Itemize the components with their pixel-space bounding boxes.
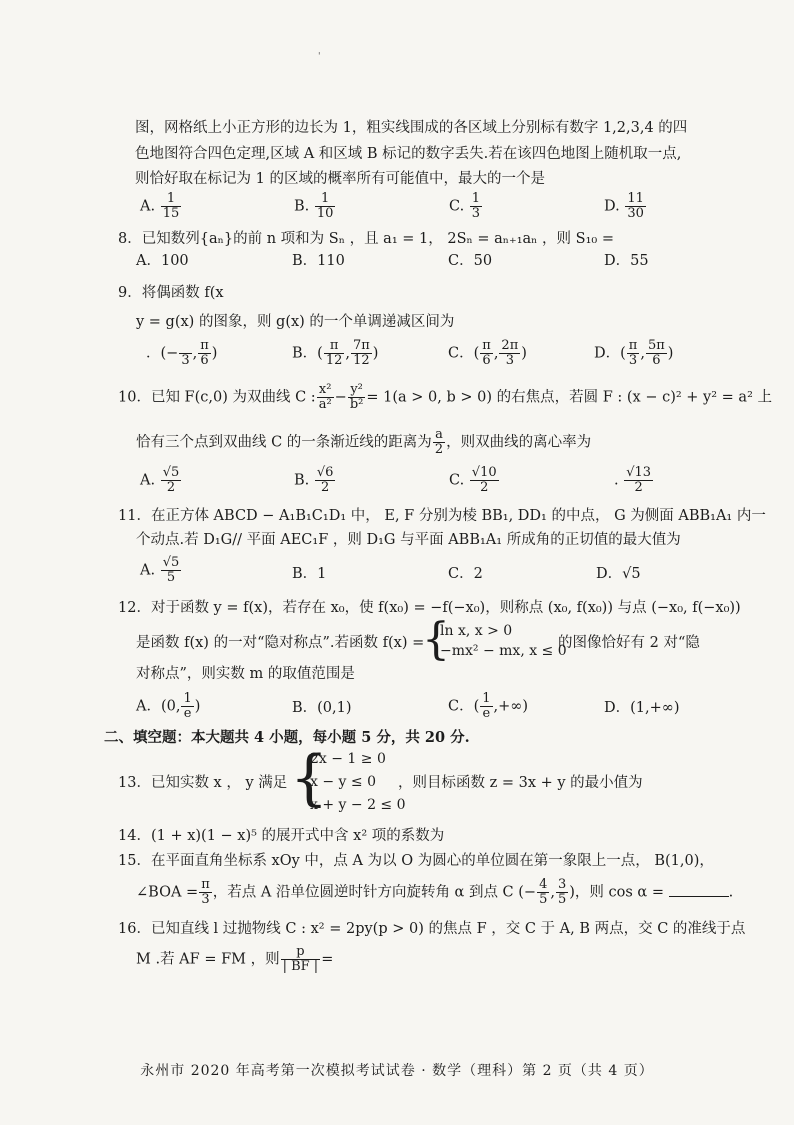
q9-line1: 9．将偶函数 f(x — [118, 285, 224, 301]
q16-line2: M .若 AF = FM ，则 $\frac{p}{| BF |}$ = — [136, 944, 334, 974]
q7-line3: 则恰好取在标记为 1 的区域的概率所有可能值中，最大的一个是 — [135, 171, 545, 187]
q13-brace: { — [290, 743, 329, 813]
q7-line2: 色地图符合四色定理,区域 A 和区域 B 标记的数字丢失.若在该四色地图上随机取一点, — [135, 146, 682, 162]
q8-option-b: B．110 — [292, 253, 345, 269]
page-footer: 永州市 2020 年高考第一次模拟考试试卷 · 数学（理科）第 2 页（共 4 页） — [140, 1063, 654, 1079]
q13-case2: x − y ≤ 0 — [310, 774, 376, 790]
q9-option-d: D．( $\frac{\pi}{3}$ , $\frac{5\pi}{6}$ ) — [594, 338, 674, 368]
q12-line1: 12．对于函数 y = f(x)，若存在 x₀，使 f(x₀) = −f(−x₀)，则称点 (x₀, f(x₀)) 与点 (−x₀, f(−x₀)) — [118, 600, 741, 616]
q13-case3: x + y − 2 ≤ 0 — [310, 797, 406, 813]
q7-option-b: B. $\frac{1}{10}$ — [294, 191, 334, 221]
q12-line2b: 的图像恰好有 2 对“隐 — [558, 635, 700, 651]
q15-line2: ∠BOA = $\frac{\pi}{3}$ ，若点 A 沿单位圆逆时针方向旋转角 α 到点 C (− $\frac{4}{5}$ , $\frac{3}{5}$ )，则 cos α = . — [136, 877, 734, 907]
q7-option-d: D. $\frac{11}{30}$ — [604, 191, 644, 221]
q13-case1: 2x − 1 ≥ 0 — [310, 751, 386, 767]
q8-stem: 8．已知数列{aₙ}的前 n 项和为 Sₙ ，且 a₁ = 1， 2Sₙ = aₙ₊₁aₙ ，则 S₁₀ = — [118, 231, 614, 247]
q7-option-a: A. $\frac{1}{15}$ — [140, 191, 180, 221]
q15-answer-blank[interactable] — [669, 882, 729, 897]
q11-option-d: D．√5 — [596, 566, 641, 582]
q7-line1: 图，网格纸上小正方形的边长为 1，粗实线围成的各区域上分别标有数字 1,2,3,4 的四 — [135, 120, 688, 136]
q12-option-c: C．( $\frac{1}{e}$ ,+∞) — [448, 691, 529, 721]
top-mark: ' — [318, 52, 321, 62]
q11-line2: 个动点.若 D₁G// 平面 AEC₁F ，则 D₁G 与平面 ABB₁A₁ 所成角的正切值的最大值为 — [136, 532, 681, 548]
q15-line1: 15．在平面直角坐标系 xOy 中，点 A 为以 O 为圆心的单位圆在第一象限上一点， B(1,0)， — [118, 853, 714, 869]
q10-option-c: C. $\frac{√10}{2}$ — [449, 465, 497, 495]
q16-line1: 16．已知直线 l 过抛物线 C : x² = 2py(p > 0) 的焦点 F ，交 C 于 A, B 两点，交 C 的准线于点 — [118, 921, 746, 937]
q12-option-d: D．(1,+∞) — [604, 700, 680, 716]
q11-line1: 11．在正方体 ABCD − A₁B₁C₁D₁ 中， E, F 分别为棱 BB₁, DD₁ 的中点， G 为侧面 ABB₁A₁ 内一 — [118, 508, 766, 524]
q10-option-a: A. $\frac{√5}{2}$ — [140, 465, 180, 495]
q13-stem-a: 13．已知实数 x ， y 满足 — [118, 775, 288, 791]
q12-option-a: A．(0, $\frac{1}{e}$ ) — [136, 691, 201, 721]
q9-option-a: ．(− 3 , $\frac{\pi}{6}$ ) — [146, 338, 218, 368]
q12-line3: 对称点”，则实数 m 的取值范围是 — [136, 666, 355, 682]
q8-option-c: C．50 — [448, 253, 493, 269]
q12-case1: ln x, x > 0 — [440, 623, 513, 639]
q14-stem: 14．(1 + x)(1 − x)⁵ 的展开式中含 x² 项的系数为 — [118, 828, 445, 844]
q10-option-d: . $\frac{√13}{2}$ — [614, 465, 652, 495]
q10-line1: 10．已知 F(c,0) 为双曲线 C : $\frac{\text{x²}}{\text{a²}}$ − $\frac{\text{y²}}{\text{b²}}$ = 1(a > 0, b > 0) 的右焦点，若圆 F : (x − c)² + y² = a² 上 — [118, 382, 772, 412]
q9-option-b: B．( $\frac{\pi}{12}$ , $\frac{7\pi}{12}$ ) — [292, 338, 379, 368]
q11-option-a: A. $\frac{√5}{5}$ — [140, 555, 180, 585]
section-2-heading: 二、填空题：本大题共 4 小题，每小题 5 分，共 20 分. — [104, 729, 470, 746]
q13-stem-b: ，则目标函数 z = 3x + y 的最小值为 — [398, 775, 643, 791]
q9-option-c: C．( $\frac{\pi}{6}$ , $\frac{2\pi}{3}$ ) — [448, 338, 527, 368]
q11-option-b: B．1 — [292, 566, 327, 582]
q7-option-c: C. $\frac{1}{3}$ — [449, 191, 481, 221]
q8-option-d: D．55 — [604, 253, 649, 269]
q12-line2a: 是函数 f(x) 的一对“隐对称点”.若函数 f(x) = — [136, 635, 425, 651]
q12-brace: { — [422, 614, 450, 665]
q11-option-c: C．2 — [448, 566, 483, 582]
q9-line2: y = g(x) 的图象，则 g(x) 的一个单调递减区间为 — [136, 314, 455, 330]
q10-line2: 恰有三个点到双曲线 C 的一条渐近线的距离为 $\frac{a}{2}$ ，则双曲线的离心率为 — [136, 427, 592, 457]
q12-option-b: B．(0,1) — [292, 700, 352, 716]
q8-option-a: A．100 — [136, 253, 189, 269]
q12-case2: −mx² − mx, x ≤ 0 — [440, 643, 567, 659]
q10-option-b: B. $\frac{√6}{2}$ — [294, 465, 334, 495]
